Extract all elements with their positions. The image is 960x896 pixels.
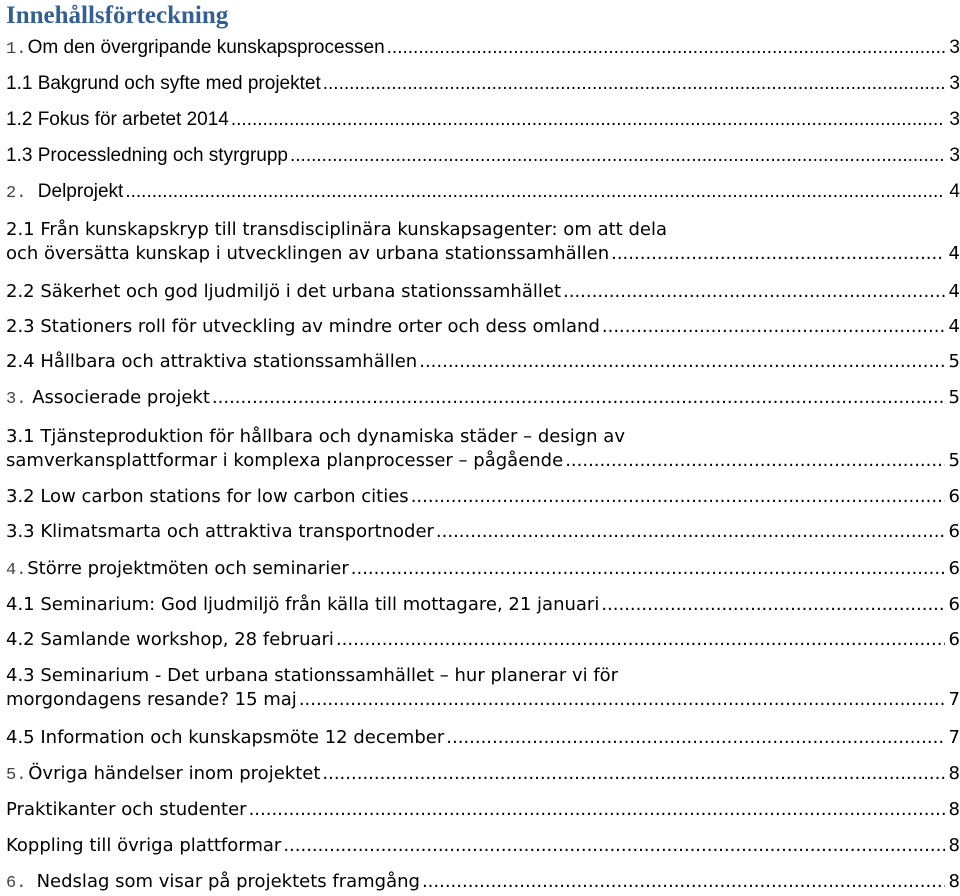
- toc-entry-page: 4: [948, 316, 960, 337]
- toc-entry-page: 8: [948, 799, 960, 820]
- toc-entry-2-1[interactable]: [6, 218, 960, 266]
- toc-entry-label: 4.2 Samlande workshop, 28 februari: [6, 629, 334, 650]
- toc-entry-2-2[interactable]: [6, 280, 960, 304]
- toc-entry-3-2[interactable]: [6, 485, 960, 509]
- toc-entry-page: 6: [948, 594, 960, 615]
- toc-entry-page: 3: [949, 73, 960, 94]
- toc-entry-page: 8: [948, 763, 960, 784]
- toc-entry-page: 8: [948, 835, 960, 856]
- toc-entry-4-1[interactable]: [6, 593, 960, 617]
- dot-leader: [601, 593, 944, 617]
- toc-entry-page: 7: [948, 689, 960, 710]
- dot-leader: [411, 485, 945, 509]
- toc-entry-label: Större projektmöten och seminarier: [27, 558, 349, 579]
- toc-entry-label: 3.2 Low carbon stations for low carbon cities: [6, 486, 409, 507]
- toc-entry-label: 4.5 Information och kunskapsmöte 12 december: [6, 727, 445, 748]
- toc-entry-1-2[interactable]: [6, 108, 960, 132]
- toc-entry-page: 5: [948, 450, 960, 471]
- toc-entry-3-1[interactable]: [6, 425, 960, 473]
- toc-entry-praktikanter[interactable]: [6, 798, 960, 822]
- dot-leader: [563, 280, 945, 304]
- dot-leader: [611, 242, 944, 266]
- dot-leader: [125, 180, 945, 204]
- toc-entry-label: Om den övergripande kunskapsprocessen: [27, 37, 385, 58]
- toc-entry-number: 3.: [6, 390, 27, 409]
- dot-leader: [351, 557, 945, 581]
- dot-leader: [323, 72, 946, 96]
- toc-entry-2-4[interactable]: [6, 350, 960, 374]
- toc-entry-label: 1.3 Processledning och styrgrupp: [6, 145, 288, 166]
- toc-entry-label: Associerade projekt: [32, 387, 210, 408]
- toc-entry-page: 6: [948, 486, 960, 507]
- toc-entry-4[interactable]: [6, 557, 960, 581]
- dot-leader: [299, 688, 945, 712]
- toc-entry-number: 5.: [6, 766, 27, 785]
- dot-leader: [336, 628, 945, 652]
- toc-entry-page: 7: [948, 727, 960, 748]
- dot-leader: [422, 870, 945, 894]
- table-of-contents: [6, 0, 960, 893]
- toc-entry-3[interactable]: [6, 386, 960, 410]
- toc-entry-page: 3: [949, 37, 960, 58]
- toc-entry-1-3[interactable]: [6, 144, 960, 168]
- toc-entry-2[interactable]: [6, 180, 960, 204]
- toc-entry-label: 2.4 Hållbara och attraktiva stationssamhällen: [6, 351, 418, 372]
- toc-entry-label: Nedslag som visar på projektets framgång: [36, 871, 420, 892]
- toc-entry-4-3[interactable]: [6, 664, 960, 712]
- toc-entry-label: 3.3 Klimatsmarta och attraktiva transportnoder: [6, 521, 434, 542]
- toc-entry-6[interactable]: [6, 870, 960, 894]
- dot-leader: [212, 386, 945, 410]
- toc-entry-2-3[interactable]: [6, 315, 960, 339]
- dot-leader: [387, 36, 946, 60]
- toc-entry-number: 2.: [6, 184, 27, 203]
- toc-entry-page: 6: [948, 521, 960, 542]
- toc-entry-number: 6.: [6, 874, 27, 893]
- dot-leader: [602, 315, 945, 339]
- toc-entry-1[interactable]: [6, 36, 960, 60]
- toc-entry-number: 1.: [6, 40, 27, 59]
- toc-entry-koppling[interactable]: [6, 834, 960, 858]
- dot-leader: [565, 449, 944, 473]
- dot-leader: [249, 798, 945, 822]
- toc-entry-label: Koppling till övriga plattformar: [6, 835, 282, 856]
- toc-entry-page: 6: [948, 558, 960, 579]
- toc-entry-label-line1: 2.1 Från kunskapskryp till transdisciplinära kunskapsagenter: om att dela: [6, 219, 667, 240]
- toc-entry-page: 8: [948, 871, 960, 892]
- toc-entry-label: 1.1 Bakgrund och syfte med projektet: [6, 73, 321, 94]
- toc-title: Innehållsförteckning: [6, 2, 229, 29]
- dot-leader: [446, 726, 944, 750]
- dot-leader: [322, 762, 944, 786]
- toc-entry-4-2[interactable]: [6, 628, 960, 652]
- toc-entry-page: 6: [948, 629, 960, 650]
- dot-leader: [231, 108, 946, 132]
- toc-entry-label: samverkansplattformar i komplexa planprocesser – pågående: [6, 450, 564, 471]
- dot-leader: [283, 834, 944, 858]
- dot-leader: [436, 520, 945, 544]
- toc-entry-label: Praktikanter och studenter: [6, 799, 247, 820]
- toc-entry-page: 5: [948, 387, 960, 408]
- dot-leader: [290, 144, 945, 168]
- toc-entry-3-3[interactable]: [6, 520, 960, 544]
- toc-entry-label: Delprojekt: [37, 181, 124, 202]
- toc-entry-page: 3: [949, 109, 960, 130]
- toc-entry-page: 5: [948, 351, 960, 372]
- toc-entry-label: morgondagens resande? 15 maj: [6, 689, 297, 710]
- toc-entry-page: 3: [949, 145, 960, 166]
- dot-leader: [419, 350, 944, 374]
- toc-entry-label: 1.2 Fokus för arbetet 2014: [6, 109, 229, 130]
- toc-entry-1-1[interactable]: [6, 72, 960, 96]
- toc-entry-page: 4: [949, 181, 960, 202]
- toc-entry-label: 2.3 Stationers roll för utveckling av mindre orter och dess omland: [6, 316, 600, 337]
- toc-entry-page: 4: [948, 243, 960, 264]
- toc-entry-5[interactable]: [6, 762, 960, 786]
- toc-entry-label: 4.1 Seminarium: God ljudmiljö från källa till mottagare, 21 januari: [6, 594, 600, 615]
- toc-entry-page: 4: [948, 281, 960, 302]
- toc-entry-label: 2.2 Säkerhet och god ljudmiljö i det urbana stationssamhället: [6, 281, 562, 302]
- toc-entry-label: och översätta kunskap i utvecklingen av urbana stationssamhällen: [6, 243, 610, 264]
- toc-entry-4-5[interactable]: [6, 726, 960, 750]
- toc-entry-label-line1: 4.3 Seminarium - Det urbana stationssamhället – hur planerar vi för: [6, 665, 619, 686]
- toc-entry-label: Övriga händelser inom projektet: [28, 763, 321, 784]
- toc-entry-number: 4.: [6, 561, 27, 580]
- toc-entry-label-line1: 3.1 Tjänsteproduktion för hållbara och dynamiska städer – design av: [6, 426, 625, 447]
